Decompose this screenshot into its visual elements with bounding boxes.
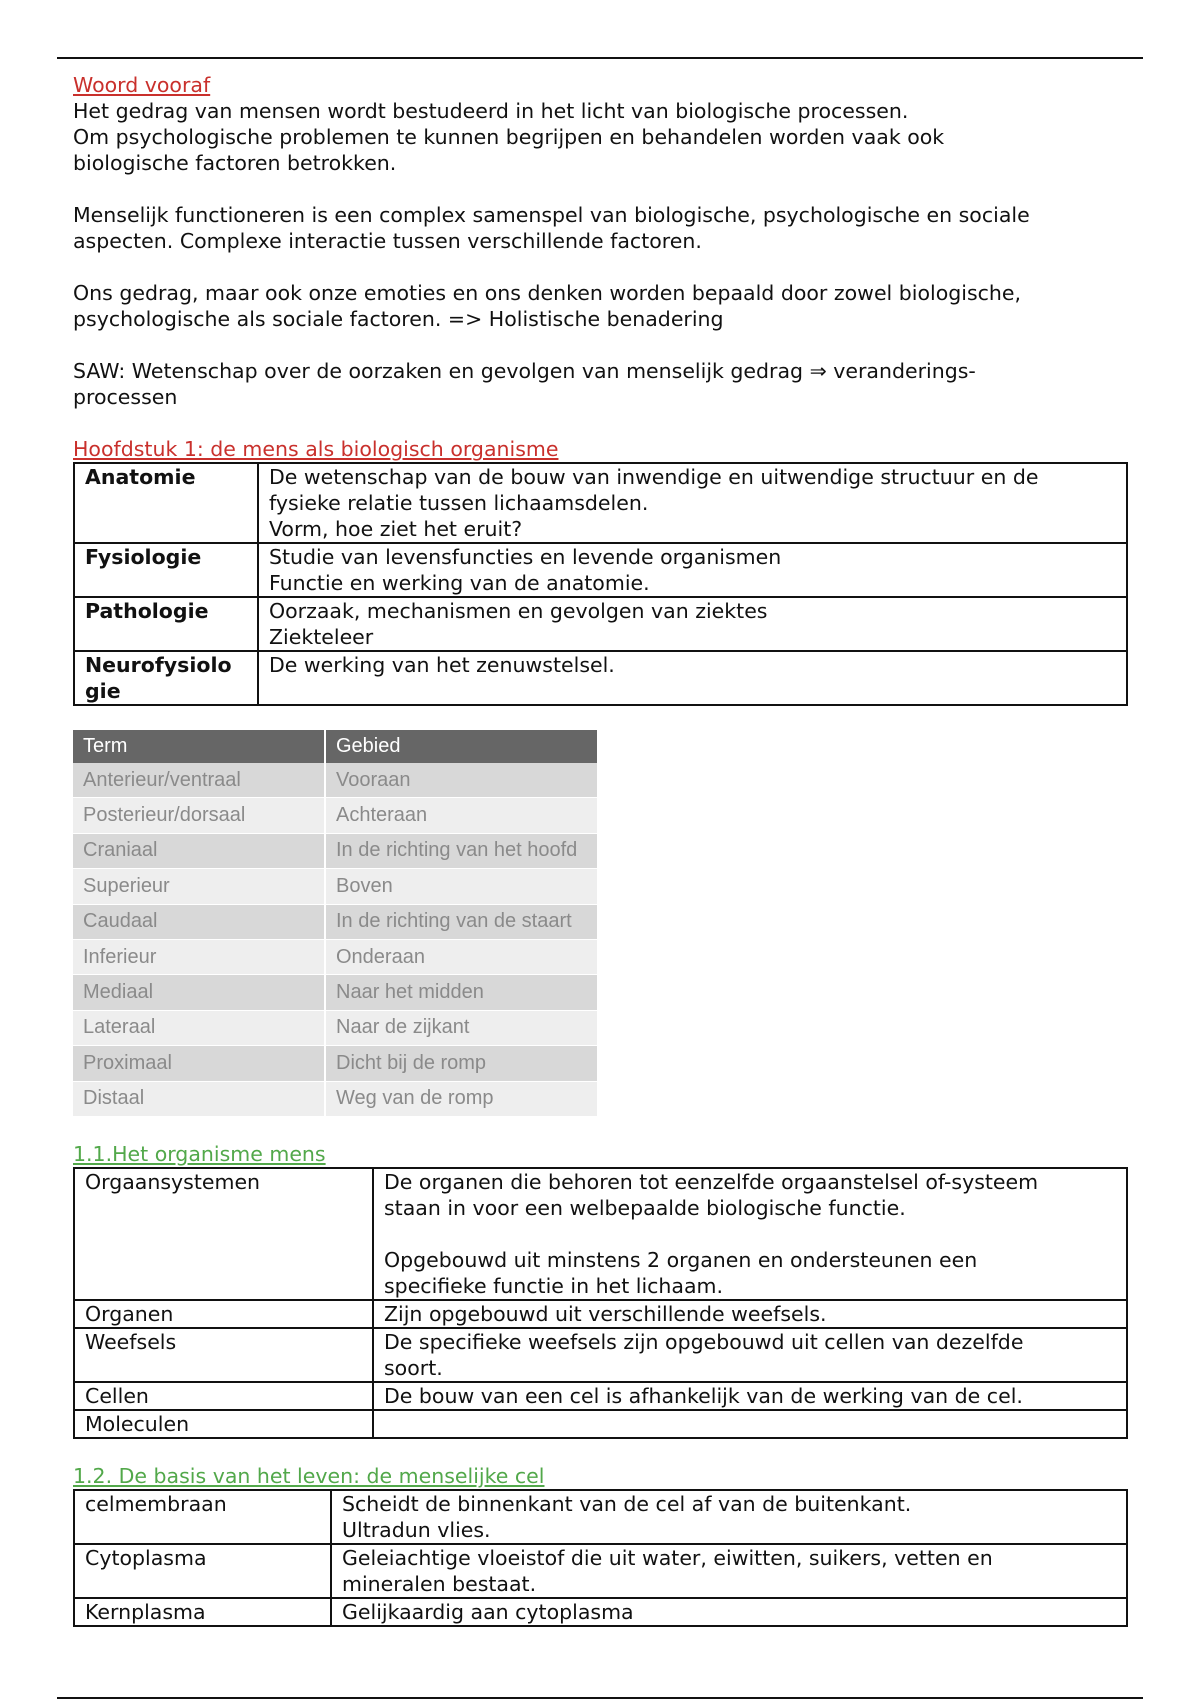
table-row [73, 1081, 598, 1116]
table-cell: Craniaal [73, 833, 325, 868]
table-row [73, 1010, 598, 1045]
table-cell: Onderaan [325, 939, 598, 974]
table-row [74, 1544, 1127, 1598]
text-line: Ons gedrag, maar ook onze emoties en ons denken worden bepaald door zowel biologische, [73, 281, 1022, 305]
term-cell: Cellen [74, 1382, 373, 1410]
anatomy-terms-table [73, 730, 599, 1117]
text-line: Scheidt de binnenkant van de cel af van de buitenkant. [342, 1491, 912, 1516]
chapter1-heading: Hoofdstuk 1: de mens als biologisch organisme [73, 437, 559, 461]
definition-cell [373, 1300, 1127, 1328]
section-1-2-heading: 1.2. De basis van het leven: de menselijke cel [73, 1463, 545, 1488]
table-row [74, 1598, 1127, 1626]
preface-paragraph-4 [73, 358, 1133, 410]
term-cell: Moleculen [74, 1410, 373, 1438]
table-row [74, 1410, 1127, 1438]
table-row [73, 1046, 598, 1081]
cell-parts-table [73, 1489, 1128, 1627]
table-row [74, 1168, 1127, 1300]
text-line: Neurofysiolo [85, 653, 232, 677]
preface-heading: Woord vooraf [73, 73, 211, 97]
table-cell: Vooraan [325, 763, 598, 798]
top-rule [57, 57, 1143, 59]
table-cell: Weg van de romp [325, 1081, 598, 1116]
text-line: SAW: Wetenschap over de oorzaken en gevolgen van menselijk gedrag ⇒ veranderings- [73, 359, 976, 383]
text-line: Vorm, hoe ziet het eruit? [269, 517, 523, 541]
definition-cell [373, 1328, 1127, 1382]
text-line: Ultradun vlies. [342, 1517, 491, 1542]
table-row [74, 1490, 1127, 1544]
definition-cell [373, 1382, 1127, 1410]
text-line: gie [85, 679, 121, 703]
definition-cell [258, 543, 1127, 597]
text-line: Opgebouwd uit minstens 2 organen en ondersteunen een [384, 1247, 978, 1272]
table-cell: Proximaal [73, 1046, 325, 1081]
text-line: soort. [384, 1355, 443, 1380]
table-cell: Caudaal [73, 904, 325, 939]
table-row [74, 1300, 1127, 1328]
text-line: biologische factoren betrokken. [73, 151, 397, 175]
table-row [74, 1328, 1127, 1382]
term-cell: Orgaansystemen [74, 1168, 373, 1300]
table-cell: Anterieur/ventraal [73, 763, 325, 798]
term-cell: Kernplasma [74, 1598, 331, 1626]
text-line: Functie en werking van de anatomie. [269, 571, 650, 595]
column-header: Term [73, 730, 325, 763]
text-line: fysieke relatie tussen lichaamsdelen. [269, 491, 649, 515]
table-row [74, 597, 1127, 651]
text-line: Studie van levensfuncties en levende organismen [269, 545, 782, 569]
table-cell: In de richting van de staart [325, 904, 598, 939]
document-page [73, 72, 1133, 1627]
column-header: Gebied [325, 730, 598, 763]
definition-cell [258, 597, 1127, 651]
preface-paragraph-1 [73, 98, 1133, 176]
organism-levels-table [73, 1167, 1128, 1439]
table-row [73, 798, 598, 833]
section-1-1-heading: 1.1.Het organisme mens [73, 1141, 326, 1166]
table-row [73, 833, 598, 868]
term-cell: Anatomie [74, 463, 258, 543]
table-row [73, 904, 598, 939]
table-row [74, 651, 1127, 705]
table-row [74, 543, 1127, 597]
term-cell: Cytoplasma [74, 1544, 331, 1598]
text-line: De organen die behoren tot eenzelfde orgaanstelsel of-systeem [384, 1169, 1039, 1194]
table-row [73, 939, 598, 974]
text-line: specifieke functie in het lichaam. [384, 1273, 724, 1298]
table-cell: Naar de zijkant [325, 1010, 598, 1045]
text-line: De specifieke weefsels zijn opgebouwd uit cellen van dezelfde [384, 1329, 1024, 1354]
bottom-rule [57, 1697, 1143, 1699]
preface-paragraph-2 [73, 202, 1133, 254]
definition-cell [331, 1598, 1127, 1626]
text-line: mineralen bestaat. [342, 1571, 537, 1596]
text-line: staan in voor een welbepaalde biologische functie. [384, 1195, 906, 1220]
term-cell [74, 651, 258, 705]
text-line: Zijn opgebouwd uit verschillende weefsels. [384, 1301, 827, 1326]
definitions-table [73, 462, 1128, 706]
text-line: Het gedrag van mensen wordt bestudeerd in het licht van biologische processen. [73, 99, 909, 123]
table-row [73, 975, 598, 1010]
term-cell: Weefsels [74, 1328, 373, 1382]
text-line: Om psychologische problemen te kunnen begrijpen en behandelen worden vaak ook [73, 125, 945, 149]
table-cell: Lateraal [73, 1010, 325, 1045]
definition-cell [331, 1544, 1127, 1598]
text-line: De werking van het zenuwstelsel. [269, 653, 615, 677]
text-line: Menselijk functioneren is een complex samenspel van biologische, psychologische en sociale [73, 203, 1030, 227]
definition-cell [258, 463, 1127, 543]
definition-cell [331, 1490, 1127, 1544]
text-line: aspecten. Complexe interactie tussen verschillende factoren. [73, 229, 702, 253]
term-cell: celmembraan [74, 1490, 331, 1544]
term-cell: Fysiologie [74, 543, 258, 597]
table-cell: Superieur [73, 869, 325, 904]
preface-paragraph-3 [73, 280, 1133, 332]
table-cell: Inferieur [73, 939, 325, 974]
text-line: De wetenschap van de bouw van inwendige en uitwendige structuur en de [269, 465, 1039, 489]
table-row [73, 869, 598, 904]
table-cell: Achteraan [325, 798, 598, 833]
definition-cell [258, 651, 1127, 705]
text-line: processen [73, 385, 178, 409]
table-row [74, 1382, 1127, 1410]
definition-cell [373, 1410, 1127, 1438]
text-line: Ziekteleer [269, 625, 374, 649]
definition-cell [373, 1168, 1127, 1300]
text-line: Gelijkaardig aan cytoplasma [342, 1599, 634, 1624]
table-row [73, 763, 598, 798]
table-cell: Boven [325, 869, 598, 904]
text-line: psychologische als sociale factoren. => Holistische benadering [73, 307, 724, 331]
text-line: Geleiachtige vloeistof die uit water, eiwitten, suikers, vetten en [342, 1545, 993, 1570]
table-row [74, 463, 1127, 543]
text-line: Oorzaak, mechanismen en gevolgen van ziektes [269, 599, 768, 623]
table-cell: Mediaal [73, 975, 325, 1010]
table-cell: Naar het midden [325, 975, 598, 1010]
table-cell: Posterieur/dorsaal [73, 798, 325, 833]
term-cell: Pathologie [74, 597, 258, 651]
term-cell: Organen [74, 1300, 373, 1328]
table-header-row [73, 730, 598, 763]
text-line: De bouw van een cel is afhankelijk van de werking van de cel. [384, 1383, 1023, 1408]
table-cell: Dicht bij de romp [325, 1046, 598, 1081]
table-cell: In de richting van het hoofd [325, 833, 598, 868]
table-cell: Distaal [73, 1081, 325, 1116]
